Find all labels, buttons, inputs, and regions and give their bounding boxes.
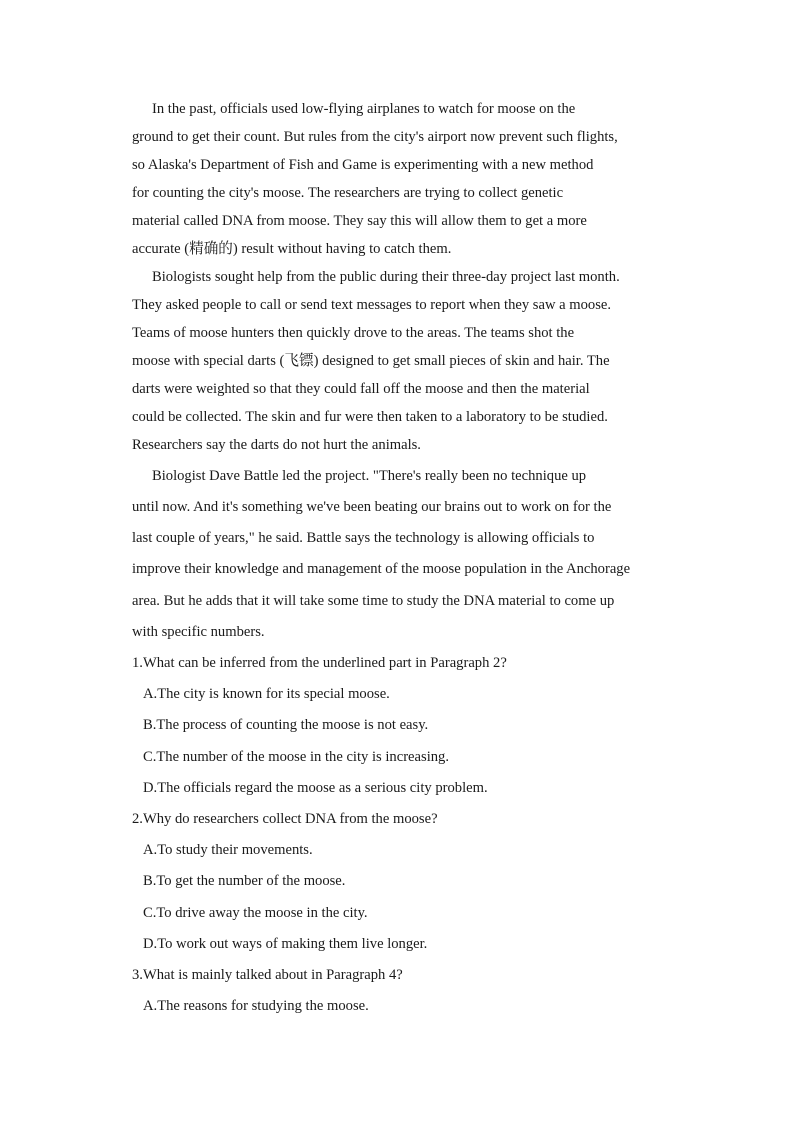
paragraph-b-line: could be collected. The skin and fur were then taken to a laboratory to be studied. bbox=[132, 409, 608, 425]
paragraph-a-line: material called DNA from moose. They say this will allow them to get a more bbox=[132, 213, 587, 229]
answer-option: A.To study their movements. bbox=[143, 842, 313, 858]
answer-option: C.To drive away the moose in the city. bbox=[143, 905, 368, 921]
paragraph-a-line: accurate (精确的) result without having to catch them. bbox=[132, 241, 452, 257]
paragraph-b-line: moose with special darts (飞镖) designed to get small pieces of skin and hair. The bbox=[132, 353, 610, 369]
paragraph-c-line: until now. And it's something we've been beating our brains out to work on for the bbox=[132, 499, 612, 515]
answer-option: C.The number of the moose in the city is increasing. bbox=[143, 749, 449, 765]
paragraph-a-line: so Alaska's Department of Fish and Game is experimenting with a new method bbox=[132, 157, 594, 173]
paragraph-a-line: ground to get their count. But rules from the city's airport now prevent such flights, bbox=[132, 129, 618, 145]
paragraph-b-line: Biologists sought help from the public during their three-day project last month. bbox=[152, 269, 620, 285]
answer-option: A.The city is known for its special moose. bbox=[143, 686, 390, 702]
paragraph-b-line: Researchers say the darts do not hurt the animals. bbox=[132, 437, 421, 453]
answer-option: D.To work out ways of making them live longer. bbox=[143, 936, 428, 952]
paragraph-c-line: Biologist Dave Battle led the project. "There's really been no technique up bbox=[152, 468, 587, 484]
answer-option: A.The reasons for studying the moose. bbox=[143, 998, 369, 1014]
paragraph-c-line: improve their knowledge and management of the moose population in the Anchorage bbox=[132, 561, 631, 577]
paragraph-b-line: darts were weighted so that they could fall off the moose and then the material bbox=[132, 381, 590, 397]
paragraph-b-line: They asked people to call or send text messages to report when they saw a moose. bbox=[132, 297, 612, 313]
paragraph-a-line: In the past, officials used low-flying airplanes to watch for moose on the bbox=[152, 101, 576, 117]
paragraph-c-line: area. But he adds that it will take some time to study the DNA material to come up bbox=[132, 593, 615, 609]
question-stem: 1.What can be inferred from the underlined part in Paragraph 2? bbox=[132, 655, 507, 671]
question-stem: 2.Why do researchers collect DNA from the moose? bbox=[132, 811, 438, 827]
paragraph-b-line: Teams of moose hunters then quickly drove to the areas. The teams shot the bbox=[132, 325, 575, 341]
paragraph-c-line: with specific numbers. bbox=[132, 624, 265, 640]
answer-option: D.The officials regard the moose as a serious city problem. bbox=[143, 780, 488, 796]
paragraph-c-line: last couple of years," he said. Battle says the technology is allowing officials to bbox=[132, 530, 595, 546]
paragraph-a-line: for counting the city's moose. The researchers are trying to collect genetic bbox=[132, 185, 564, 201]
question-stem: 3.What is mainly talked about in Paragraph 4? bbox=[132, 967, 403, 983]
answer-option: B.To get the number of the moose. bbox=[143, 873, 346, 889]
answer-option: B.The process of counting the moose is not easy. bbox=[143, 717, 429, 733]
